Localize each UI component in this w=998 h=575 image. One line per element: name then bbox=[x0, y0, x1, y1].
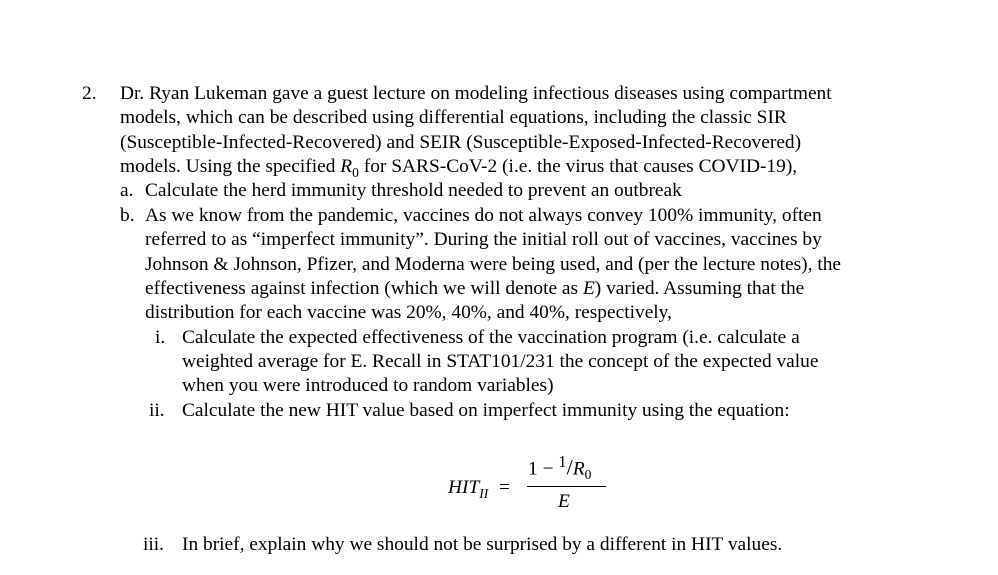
sub-i-line-1: Calculate the expected effectiveness of the vaccination program (i.e. calculate a bbox=[182, 327, 800, 348]
part-b-line-3: Johnson & Johnson, Pfizer, and Moderna were being used, and (per the lecture notes), the bbox=[145, 254, 842, 275]
equation-lhs-subscript: II bbox=[479, 485, 489, 501]
part-a-text: Calculate the herd immunity threshold needed to prevent an outbreak bbox=[145, 180, 682, 201]
sub-i-line-2: weighted average for E. Recall in STAT101/231 the concept of the expected value bbox=[182, 351, 819, 372]
part-b-line-2: referred to as “imperfect immunity”. During the initial roll out of vaccines, vaccines by bbox=[145, 229, 822, 250]
intro-line-4 bbox=[120, 155, 797, 179]
numerator-r: R bbox=[572, 458, 585, 480]
numerator-superscript-one: 1 bbox=[558, 452, 567, 471]
question-number: 2. bbox=[82, 83, 97, 104]
r0-subscript: 0 bbox=[352, 164, 359, 180]
numerator-one: 1 bbox=[528, 458, 538, 480]
sub-ii-text: Calculate the new HIT value based on imperfect immunity using the equation: bbox=[182, 400, 790, 421]
part-a-marker: a. bbox=[120, 180, 134, 201]
e-symbol: E bbox=[582, 278, 595, 299]
intro-line-1: Dr. Ryan Lukeman gave a guest lecture on modeling infectious diseases using compartment bbox=[120, 83, 832, 104]
r0-symbol: R bbox=[340, 156, 353, 177]
intro-line-4-before: models. Using the specified bbox=[120, 156, 341, 177]
part-b-line-4-after: ) varied. Assuming that the bbox=[594, 278, 805, 299]
equation-lhs bbox=[448, 476, 488, 506]
equation-equals: = bbox=[499, 477, 510, 498]
equation-denominator: E bbox=[558, 491, 570, 512]
sub-i-line-3: when you were introduced to random variables) bbox=[182, 375, 554, 396]
fraction-bar bbox=[527, 486, 606, 487]
part-b-marker: b. bbox=[120, 205, 135, 226]
numerator-slash: / bbox=[566, 454, 573, 480]
intro-line-3: (Susceptible-Infected-Recovered) and SEIR (Susceptible-Exposed-Infected-Recovered) bbox=[120, 132, 802, 153]
hit-equation bbox=[448, 446, 618, 516]
part-b-line-4-before: effectiveness against infection (which we will denote as bbox=[145, 278, 583, 299]
equation-lhs-hit: HIT bbox=[448, 477, 480, 498]
sub-i-marker: i. bbox=[155, 327, 166, 348]
sub-ii-marker: ii. bbox=[149, 400, 165, 421]
intro-line-2: models, which can be described using differential equations, including the classic SIR bbox=[120, 107, 787, 128]
part-b-line-1: As we know from the pandemic, vaccines do not always convey 100% immunity, often bbox=[145, 205, 822, 226]
part-b-line-5: distribution for each vaccine was 20%, 40%, and 40%, respectively, bbox=[145, 302, 672, 323]
part-b-line-4 bbox=[145, 277, 804, 301]
equation-numerator bbox=[528, 450, 591, 487]
numerator-r-subscript: 0 bbox=[584, 467, 592, 483]
intro-line-4-after: for SARS-CoV-2 (i.e. the virus that causes COVID-19), bbox=[358, 156, 798, 177]
sub-iii-marker: iii. bbox=[143, 534, 165, 555]
sub-iii-text: In brief, explain why we should not be surprised by a different in HIT values. bbox=[182, 534, 783, 555]
numerator-minus: − bbox=[542, 458, 554, 480]
